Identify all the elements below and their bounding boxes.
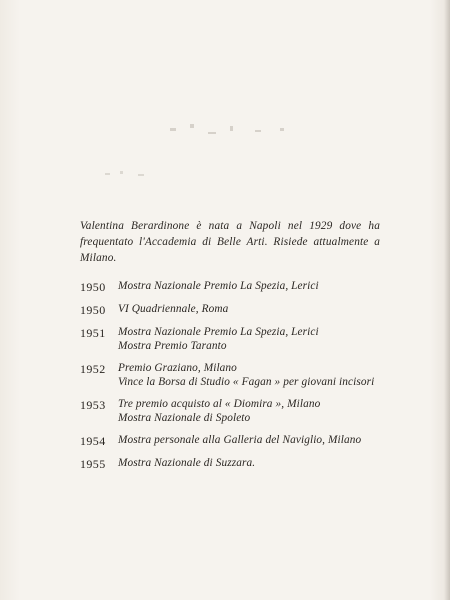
page-edge-shadow xyxy=(444,0,450,600)
timeline-entry xyxy=(80,326,390,353)
timeline-item: Mostra personale alla Galleria del Naviglio, Milano xyxy=(118,434,362,446)
exhibition-timeline xyxy=(80,280,390,480)
timeline-entry xyxy=(80,457,390,471)
timeline-year: 1950 xyxy=(80,280,106,294)
timeline-item: Mostra Nazionale di Spoleto xyxy=(118,411,251,424)
faded-print-mark-small xyxy=(100,165,160,185)
faded-print-mark xyxy=(160,118,310,158)
timeline-year: 1955 xyxy=(80,457,106,471)
timeline-item: Mostra Nazionale di Suzzara. xyxy=(118,457,256,469)
timeline-items xyxy=(118,434,390,448)
timeline-year: 1951 xyxy=(80,326,106,340)
timeline-item: VI Quadriennale, Roma xyxy=(118,303,229,315)
timeline-items xyxy=(118,362,390,389)
timeline-item: Mostra Premio Taranto xyxy=(118,339,227,352)
timeline-items xyxy=(118,326,390,353)
timeline-items xyxy=(118,280,390,294)
biography-intro: Valentina Berardinone è nata a Napoli nel 1929 dove ha frequentato l'Accademia di Belle Arti. Risiede attualmente a Milano. xyxy=(80,220,380,264)
timeline-item: Premio Graziano, Milano xyxy=(118,362,237,374)
timeline-year: 1952 xyxy=(80,362,106,376)
timeline-year: 1953 xyxy=(80,398,106,412)
timeline-item: Mostra Nazionale Premio La Spezia, Lerici xyxy=(118,326,319,338)
timeline-entry xyxy=(80,434,390,448)
timeline-entry xyxy=(80,280,390,294)
timeline-entry xyxy=(80,398,390,425)
timeline-items xyxy=(118,457,390,471)
timeline-item: Mostra Nazionale Premio La Spezia, Lerici xyxy=(118,280,319,292)
timeline-year: 1950 xyxy=(80,303,106,317)
timeline-item: Tre premio acquisto al « Diomira », Milano xyxy=(118,398,321,410)
timeline-entry xyxy=(80,303,390,317)
timeline-items xyxy=(118,398,390,425)
timeline-entry xyxy=(80,362,390,389)
timeline-item: Vince la Borsa di Studio « Fagan » per giovani incisori xyxy=(118,375,375,388)
timeline-year: 1954 xyxy=(80,434,106,448)
timeline-items xyxy=(118,303,390,317)
